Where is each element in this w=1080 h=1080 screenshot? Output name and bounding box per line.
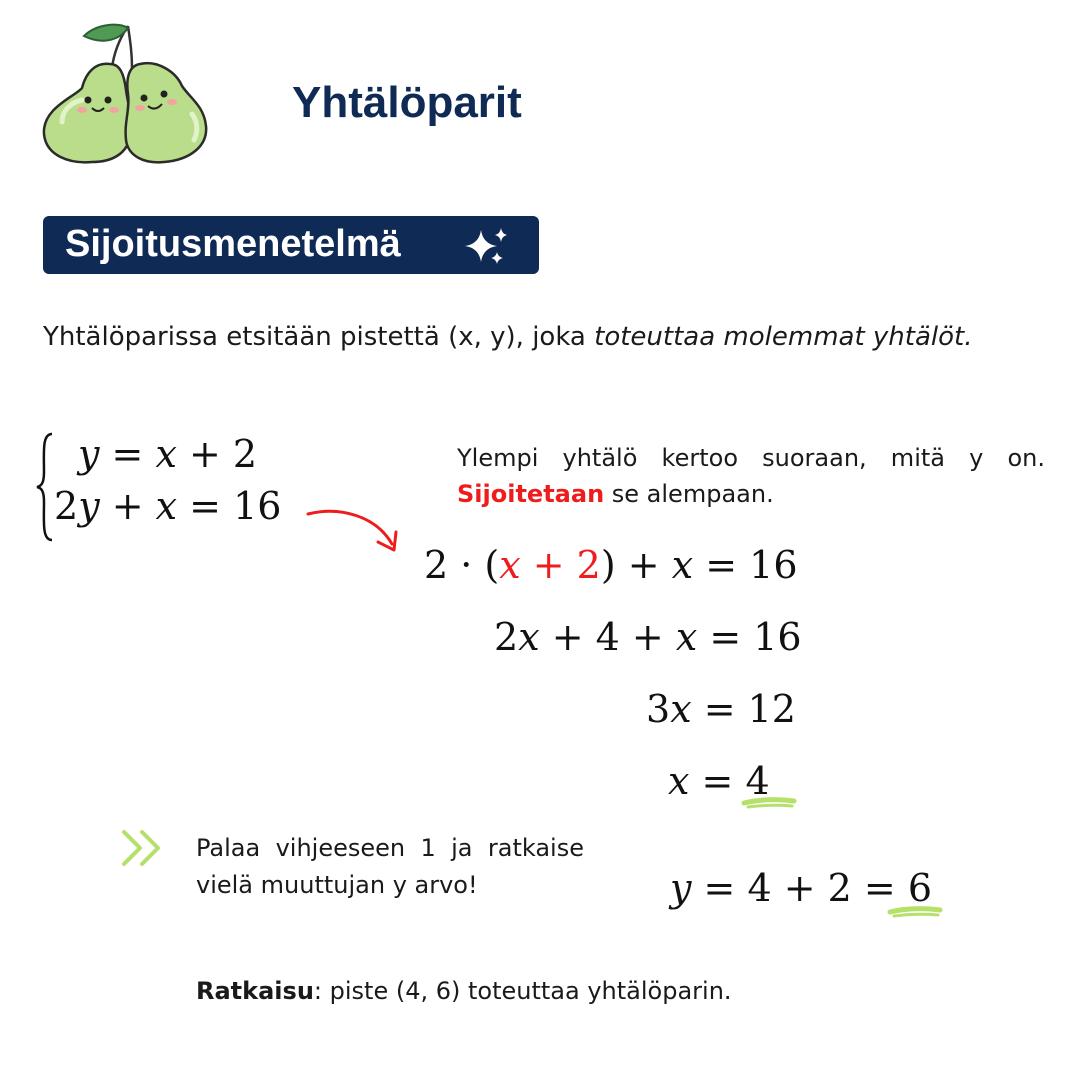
step2-b: + 4 + bbox=[539, 615, 676, 659]
step1-pre: 2 · ( bbox=[424, 543, 500, 587]
eq2-var1: y bbox=[78, 484, 100, 528]
step1-sub-var: x bbox=[499, 543, 521, 587]
step2-v2: x bbox=[675, 615, 698, 659]
step1-post: ) + bbox=[600, 543, 672, 587]
step-4 bbox=[668, 759, 770, 803]
step3-v: x bbox=[670, 687, 692, 731]
step1-sub-rest: + 2 bbox=[520, 543, 601, 587]
step4-eq: = bbox=[689, 759, 746, 803]
step2-rhs: = 16 bbox=[697, 615, 802, 659]
solution-body: : piste (4, 6) toteuttaa yhtälöparin. bbox=[313, 977, 732, 1005]
step1-var: x bbox=[671, 543, 694, 587]
eq2-var2: x bbox=[155, 484, 178, 528]
hint-highlight: Sijoitetaan bbox=[457, 480, 605, 508]
system-eq2 bbox=[54, 484, 281, 528]
eq2-coef: 2 bbox=[54, 484, 79, 528]
double-chevron-right-icon bbox=[120, 828, 166, 868]
section-badge bbox=[43, 216, 539, 274]
step4-val: 4 bbox=[745, 759, 770, 803]
eq1-rhs-var: x bbox=[155, 432, 177, 476]
two-pears-icon bbox=[40, 22, 212, 168]
step4-v: x bbox=[668, 759, 690, 803]
page-title: Yhtälöparit bbox=[292, 78, 522, 127]
step1-substitution bbox=[499, 543, 601, 587]
step-3 bbox=[646, 687, 796, 731]
step5-expr: = 4 + 2 = bbox=[691, 866, 908, 910]
step-5 bbox=[670, 866, 932, 910]
sparkle-icon bbox=[463, 226, 515, 268]
step5-val: 6 bbox=[907, 866, 933, 910]
eq1-lhs: y bbox=[78, 432, 100, 476]
hint-text bbox=[457, 440, 1045, 512]
step1-rhs: = 16 bbox=[693, 543, 798, 587]
curved-arrow-icon bbox=[300, 500, 410, 560]
eq2-mid: + bbox=[99, 484, 156, 528]
intro-plain: Yhtälöparissa etsitään pistettä (x, y), joka bbox=[43, 322, 595, 352]
step2-a: 2 bbox=[494, 615, 519, 659]
system-brace bbox=[34, 432, 56, 542]
section-label: Sijoitusmenetelmä bbox=[65, 223, 401, 265]
step-1 bbox=[424, 543, 798, 587]
back-hint-text: Palaa vihjeeseen 1 ja ratkaise vielä muuttujan y arvo! bbox=[196, 834, 584, 899]
eq2-rhs: = 16 bbox=[177, 484, 282, 528]
step3-rhs: = 12 bbox=[691, 687, 796, 731]
eq1-rhs-rest: + 2 bbox=[176, 432, 258, 476]
intro-text bbox=[43, 322, 973, 352]
step-2 bbox=[494, 615, 802, 659]
step2-v1: x bbox=[518, 615, 540, 659]
intro-emphasis: toteuttaa molemmat yhtälöt. bbox=[594, 322, 973, 352]
solution-label: Ratkaisu bbox=[196, 977, 314, 1005]
system-eq1: y = x + 2 bbox=[78, 432, 258, 476]
solution-text bbox=[196, 977, 732, 1005]
hint-before: Ylempi yhtälö kertoo suoraan, mitä y on. bbox=[457, 444, 1045, 472]
step3-a: 3 bbox=[646, 687, 671, 731]
step5-v: y bbox=[670, 866, 692, 910]
hint-after: se alempaan. bbox=[604, 480, 774, 508]
